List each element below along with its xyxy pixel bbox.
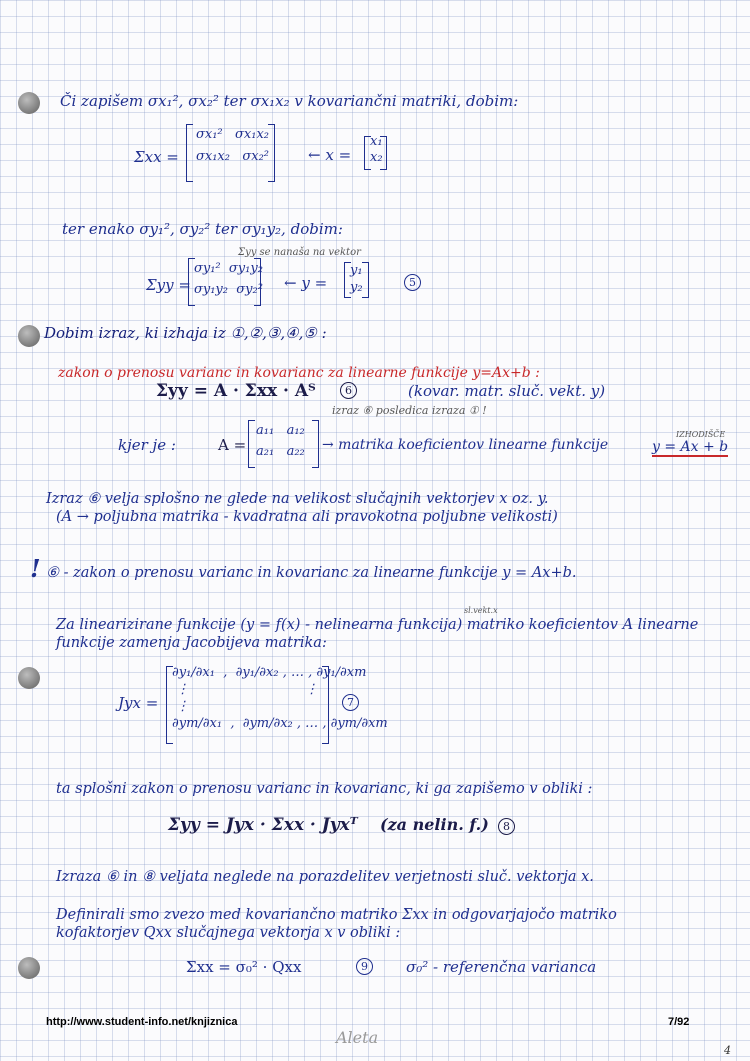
circle-8: 8 — [498, 818, 515, 835]
punch-hole-2 — [18, 325, 40, 347]
jacobian-intro-line: funkcije zamenja Jacobijeva matrika: — [56, 635, 327, 651]
a-bracket-right — [312, 420, 319, 468]
sxx-label: Σxx = — [134, 148, 179, 166]
syy-bracket-right — [254, 258, 261, 306]
jyx-r3-hdots: , … , — [296, 716, 327, 731]
red-law-title: zakon o prenosu varianc in kovarianc za linearne funkcije y=Ax+b : — [58, 365, 540, 381]
footer-url[interactable]: http://www.student-info.net/knjiznica — [46, 1016, 238, 1028]
equation-6-note: (kovar. matr. sluč. vekt. y) — [408, 382, 606, 400]
general-law-line: ta splošni zakon o prenosu varianc in kovarianc, ki ga zapišemo v obliki : — [56, 781, 593, 797]
syy-21: σy₁y₂ — [194, 282, 228, 297]
y-elem-2: y₂ — [350, 280, 363, 295]
punch-hole-3 — [18, 667, 40, 689]
sxx-bracket-left — [186, 124, 193, 182]
derived-expression-line: Dobim izraz, ki izhaja iz ①,②,③,④,⑤ : — [44, 324, 327, 342]
equation-number-9 — [356, 956, 373, 975]
syy-11: σy₁² — [194, 261, 221, 276]
circle-7: 7 — [342, 694, 359, 711]
sxx-11: σx₁² — [196, 127, 223, 142]
a-21: a₂₁ — [256, 444, 275, 459]
equation-8-note: (za nelin. f.) — [380, 815, 489, 834]
kjer-label: kjer je : — [118, 436, 176, 454]
equation-9-note: σ₀² - referenčna varianca — [406, 958, 597, 976]
sxx-21: σx₁x₂ — [196, 149, 230, 164]
equation-number-6 — [340, 380, 357, 399]
equation-8: Σyy = Jyx · Σxx · Jyxᵀ — [168, 815, 358, 835]
sxx-12: σx₁x₂ — [235, 127, 270, 142]
exclamation-mark: ! — [30, 554, 41, 583]
jyx-r1c1: ∂y₁/∂x₁ — [172, 665, 215, 680]
a-matrix — [256, 420, 305, 462]
x-bracket-right — [380, 136, 387, 170]
corner-page-number: 4 — [724, 1044, 731, 1057]
circle-5: 5 — [404, 274, 421, 291]
jyx-r1-sep1: , — [219, 665, 232, 680]
jyx-vdots-2: ⋮ — [305, 682, 319, 697]
x-vector-label: ← x = — [308, 146, 352, 164]
equation-number-5 — [404, 272, 421, 291]
izraz6-general-note: (A → poljubna matrika - kvadratna ali pravokotna poljubne velikosti) — [56, 509, 558, 525]
jyx-vdots-1: ⋮ — [176, 682, 190, 697]
a-11: a₁₁ — [256, 423, 275, 438]
jyx-r3c1: ∂ym/∂x₁ — [172, 716, 223, 731]
equation-number-8 — [498, 816, 515, 835]
y-ax-b-text: y = Ax + b — [652, 439, 729, 455]
circle-6: 6 — [340, 382, 357, 399]
sxx-bracket-right — [268, 124, 275, 182]
syy-22: σy₂² — [236, 282, 263, 297]
linearized-functions-line: Za linearizirane funkcije (y = f(x) - nelinearna funkcija) matriko koeficientov A linearne — [56, 617, 699, 633]
y-ax-b-highlight — [652, 438, 728, 456]
jyx-vdots-3: ⋮ — [176, 699, 190, 714]
equation-number-7 — [342, 692, 359, 711]
syy-label: Σyy = — [146, 276, 191, 294]
a-12: a₁₂ — [286, 423, 305, 438]
intro-line-sigma-y: ter enako σy₁², σy₂² ter σy₁y₂, dobim: — [62, 220, 343, 238]
izraz6-general-line: Izraz ⑥ velja splošno ne glede na velikost slučajnih vektorjev x oz. y. — [46, 491, 549, 507]
jyx-r3c3: ∂ym/∂xm — [330, 716, 388, 731]
footer-page: 7/92 — [668, 1016, 690, 1028]
punch-hole-1 — [18, 92, 40, 114]
law-6-summary: ⑥ - zakon o prenosu varianc in kovarianc za linearne funkcije y = Ax+b. — [46, 565, 577, 581]
x-elem-1: x₁ — [370, 134, 383, 149]
jyx-r3-sep1: , — [226, 716, 239, 731]
circle-9: 9 — [356, 958, 373, 975]
definition-line-1: Definirali smo zvezo med kovariančno matriko Σxx in odgovarjajočo matriko — [56, 907, 617, 923]
a-description: → matrika koeficientov linearne funkcije — [322, 437, 609, 453]
y-elem-1: y₁ — [350, 263, 363, 278]
jyx-r3c2: ∂ym/∂x₂ — [242, 716, 293, 731]
syy-12: σy₁y₂ — [228, 261, 263, 276]
sxx-22: σx₂² — [242, 149, 270, 164]
syy-matrix — [194, 258, 263, 300]
equation-6: Σyy = A · Σxx · Aᵀ — [156, 381, 316, 401]
punch-hole-4 — [18, 957, 40, 979]
jyx-bracket-right — [322, 666, 329, 744]
intro-line-sigma-x: Či zapišem σx₁², σx₂² ter σx₁x₂ v kovariančni matriki, dobim: — [60, 92, 519, 110]
pencil-izraz-note: izraz ⑥ posledica izraza ① ! — [332, 404, 487, 417]
izraza-6-8-line: Izraza ⑥ in ⑧ veljata neglede na porazdelitev verjetnosti sluč. vektorja x. — [56, 869, 594, 885]
y-vector-label: ← y = — [284, 274, 328, 292]
a-bracket-left — [248, 420, 255, 468]
jyx-r1c3: ∂y₁/∂xm — [316, 665, 367, 680]
pencil-izhodisce: IZHODIŠČE — [676, 430, 726, 439]
author-signature: Aleta — [336, 1028, 379, 1047]
pencil-syy-note: Σyy se nanaša na vektor — [238, 247, 361, 258]
y-bracket-right — [362, 262, 369, 298]
a-label: A = — [218, 436, 247, 454]
sxx-matrix — [196, 124, 276, 168]
definition-line-2: kofaktorjev Qxx slučajnega vektorja x v obliki : — [56, 925, 401, 941]
pencil-sl-vekt: sl.vekt.x — [464, 606, 498, 615]
equation-9: Σxx = σ₀² · Qxx — [186, 958, 302, 976]
x-elem-2: x₂ — [370, 150, 383, 165]
jyx-label: Jyx = — [118, 694, 159, 712]
a-22: a₂₂ — [286, 444, 305, 459]
y-vector — [350, 262, 363, 296]
jyx-r1-hdots: , … , — [282, 665, 313, 680]
jyx-r1c2: ∂y₁/∂x₂ — [235, 665, 279, 680]
